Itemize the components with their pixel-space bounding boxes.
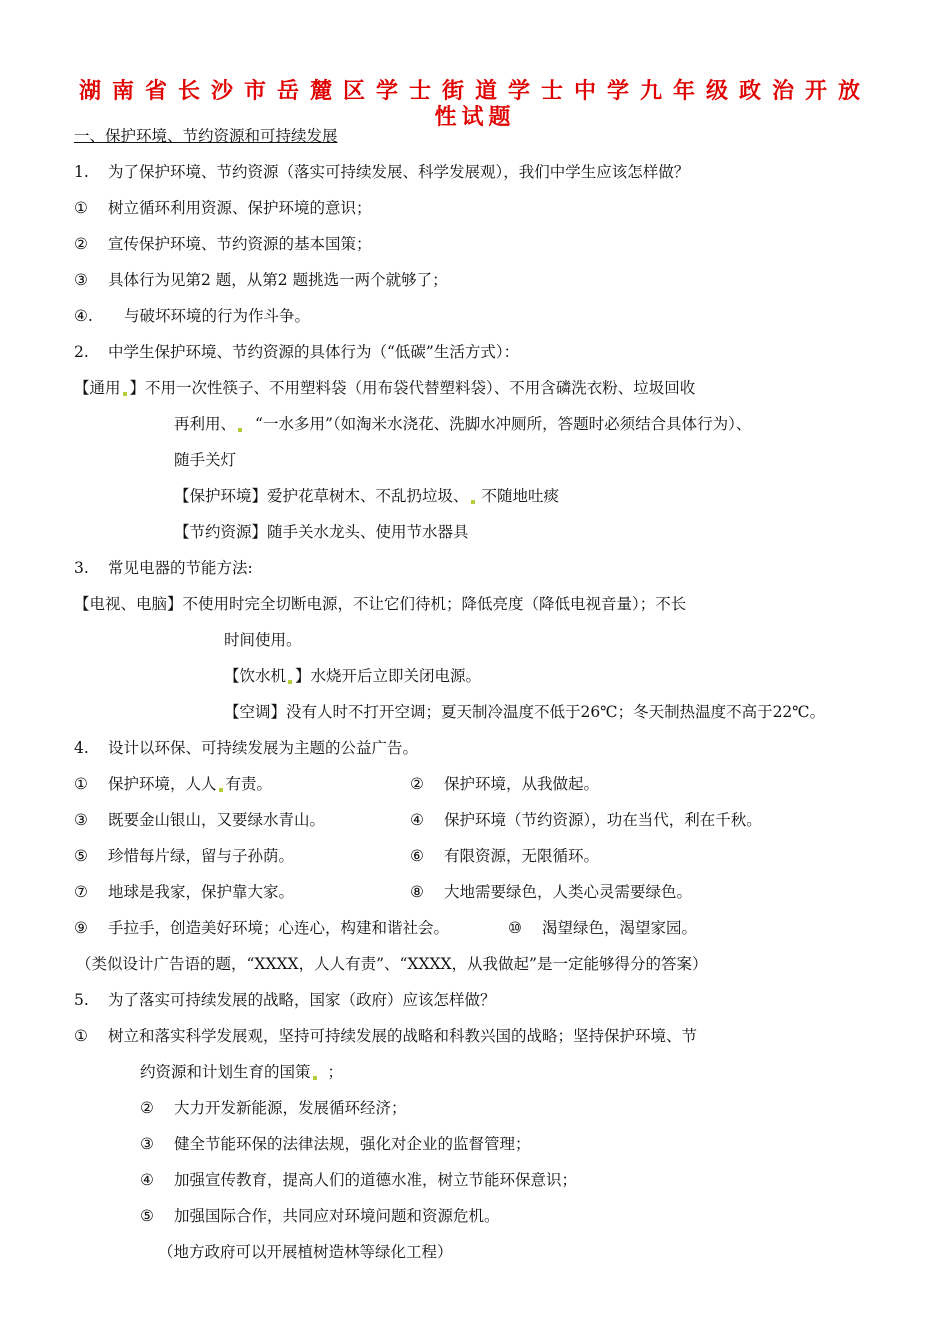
slogan-item [74, 882, 294, 902]
question-1 [74, 162, 689, 182]
question-number: 1. [74, 163, 89, 181]
item-text: 与破坏环境的行为作斗争。 [124, 307, 311, 325]
page-title-line2: 性试题 [434, 105, 516, 130]
answer-note: （类似设计广告语的题，“XXXX，人人有责”、“XXXX，从我做起”是一定能够得分的答案） [76, 955, 708, 973]
item-text: 加强宣传教育，提高人们的道德水准，树立节能环保意识； [174, 1171, 578, 1189]
answer-paragraph [174, 414, 751, 434]
item-text: 约资源和计划生育的国策 [140, 1063, 311, 1081]
slogan-item [74, 918, 449, 938]
question-text: 为了保护环境、节约资源（落实可持续发展、科学发展观），我们中学生应该怎样做？ [108, 163, 690, 181]
slogan-item [74, 774, 272, 794]
item-marker: ① [74, 775, 88, 793]
answer-note: （地方政府可以开展植树造林等绿化工程） [158, 1243, 453, 1261]
slogan-item [410, 882, 692, 902]
marker-dot [288, 680, 292, 684]
marker-dot [238, 428, 242, 432]
item-text: 大力开发新能源，发展循环经济； [174, 1099, 407, 1117]
slogan-item [410, 774, 599, 794]
item-text: 珍惜每片绿，留与子孙荫。 [108, 847, 295, 865]
item-text: 手拉手，创造美好环境；心连心，构建和谐社会。 [108, 919, 450, 937]
answer-paragraph [174, 486, 559, 506]
answer-text: 【节约资源】随手关水龙头、使用节水器具 [174, 523, 469, 541]
item-text: 有责。 [225, 775, 273, 793]
question-5 [74, 990, 496, 1010]
item-marker: ③ [74, 271, 88, 289]
item-marker: ⑤ [140, 1207, 154, 1225]
section-heading: 一、保护环境、节约资源和可持续发展 [74, 127, 338, 145]
answer-text: “一水多用”（如淘米水浇花、洗脚水冲厕所，答题时必须结合具体行为）、 [255, 415, 752, 433]
item-marker: ④ [140, 1171, 154, 1189]
answer-text: 【通用 [74, 379, 121, 397]
answer-text: 再利用、 [174, 415, 237, 433]
question-text: 设计以环保、可持续发展为主题的公益广告。 [108, 739, 419, 757]
item-text: 树立和落实科学发展观，坚持可持续发展的战略和科教兴国的战略；坚持保护环境、节 [108, 1027, 698, 1045]
question-2 [74, 342, 519, 362]
item-marker: ⑧ [410, 883, 424, 901]
item-text: 有限资源，无限循环。 [444, 847, 600, 865]
question-number: 4. [74, 739, 89, 757]
item-marker: ⑥ [410, 847, 424, 865]
item-marker: ② [74, 235, 88, 253]
slogan-item [410, 846, 599, 866]
item-text: 保护环境，从我做起。 [444, 775, 600, 793]
answer-item [74, 1026, 697, 1046]
answer-text: 时间使用。 [224, 631, 302, 649]
item-marker: ④. [74, 307, 93, 325]
item-text: 加强国际合作，共同应对环境问题和资源危机。 [174, 1207, 500, 1225]
answer-item [140, 1170, 577, 1190]
answer-text: 【电视、电脑】不使用时完全切断电源，不让它们待机；降低亮度（降低电视音量）；不长 [74, 595, 687, 613]
question-text: 常见电器的节能方法: [108, 559, 253, 577]
slogan-item [508, 918, 697, 938]
answer-item [74, 306, 310, 326]
item-text: 健全节能环保的法律法规，强化对企业的监督管理； [174, 1135, 531, 1153]
question-3 [74, 558, 253, 578]
question-number: 3. [74, 559, 89, 577]
question-number: 2. [74, 343, 89, 361]
answer-text: 不随地吐痰 [481, 487, 560, 505]
item-marker: ⑩ [508, 919, 522, 937]
item-text: 既要金山银山，又要绿水青山。 [108, 811, 326, 829]
item-marker: ⑦ [74, 883, 88, 901]
slogan-item [74, 810, 325, 830]
item-text: 树立循环利用资源、保护环境的意识； [108, 199, 372, 217]
question-text: 为了落实可持续发展的战略，国家（政府）应该怎样做？ [108, 991, 496, 1009]
marker-dot [471, 500, 475, 504]
answer-text: 【保护环境】爱护花草树木、不乱扔垃圾、 [174, 487, 469, 505]
item-text: 具体行为见第2 题，从第2 题挑选一两个就够了； [108, 271, 448, 289]
answer-text: 】水烧开后立即关闭电源。 [295, 667, 482, 685]
item-marker: ⑨ [74, 919, 88, 937]
item-marker: ② [140, 1099, 154, 1117]
page-title-line1: 湖南省长沙市岳麓区学士街道学士中学九年级政治开放 [78, 79, 871, 104]
item-marker: ⑤ [74, 847, 88, 865]
answer-text: 】不用一次性筷子、不用塑料袋（用布袋代替塑料袋）、不用含磷洗衣粉、垃圾回收 [129, 379, 696, 397]
marker-dot [313, 1076, 317, 1080]
answer-item [140, 1134, 531, 1154]
question-4 [74, 738, 418, 758]
answer-paragraph [140, 1062, 343, 1082]
item-marker: ① [74, 199, 88, 217]
item-marker: ② [410, 775, 424, 793]
answer-paragraph [224, 666, 481, 686]
item-text: 保护环境，人人 [108, 775, 217, 793]
answer-text: 随手关灯 [174, 451, 237, 469]
question-text: 中学生保护环境、节约资源的具体行为（“低碳”生活方式）： [108, 343, 520, 361]
marker-dot [123, 392, 127, 396]
answer-item [140, 1206, 500, 1226]
question-number: 5. [74, 991, 89, 1009]
answer-item [140, 1098, 407, 1118]
item-marker: ③ [140, 1135, 154, 1153]
answer-item [74, 270, 448, 290]
item-text: 地球是我家，保护靠大家。 [108, 883, 295, 901]
item-text: 保护环境（节约资源），功在当代，利在千秋。 [444, 811, 762, 829]
answer-paragraph [74, 378, 695, 398]
item-marker: ③ [74, 811, 88, 829]
marker-dot [219, 788, 223, 792]
answer-text: 【空调】没有人时不打开空调；夏天制冷温度不低于26℃；冬天制热温度不高于22℃。 [224, 703, 826, 721]
slogan-item [74, 846, 294, 866]
item-marker: ④ [410, 811, 424, 829]
item-text: 大地需要绿色，人类心灵需要绿色。 [444, 883, 693, 901]
slogan-item [410, 810, 762, 830]
item-text: 宣传保护环境、节约资源的基本国策； [108, 235, 372, 253]
answer-text: 【饮水机 [224, 667, 287, 685]
answer-item [74, 198, 372, 218]
item-marker: ① [74, 1027, 88, 1045]
answer-item [74, 234, 372, 254]
item-text: ； [327, 1063, 344, 1081]
item-text: 渴望绿色，渴望家园。 [542, 919, 698, 937]
